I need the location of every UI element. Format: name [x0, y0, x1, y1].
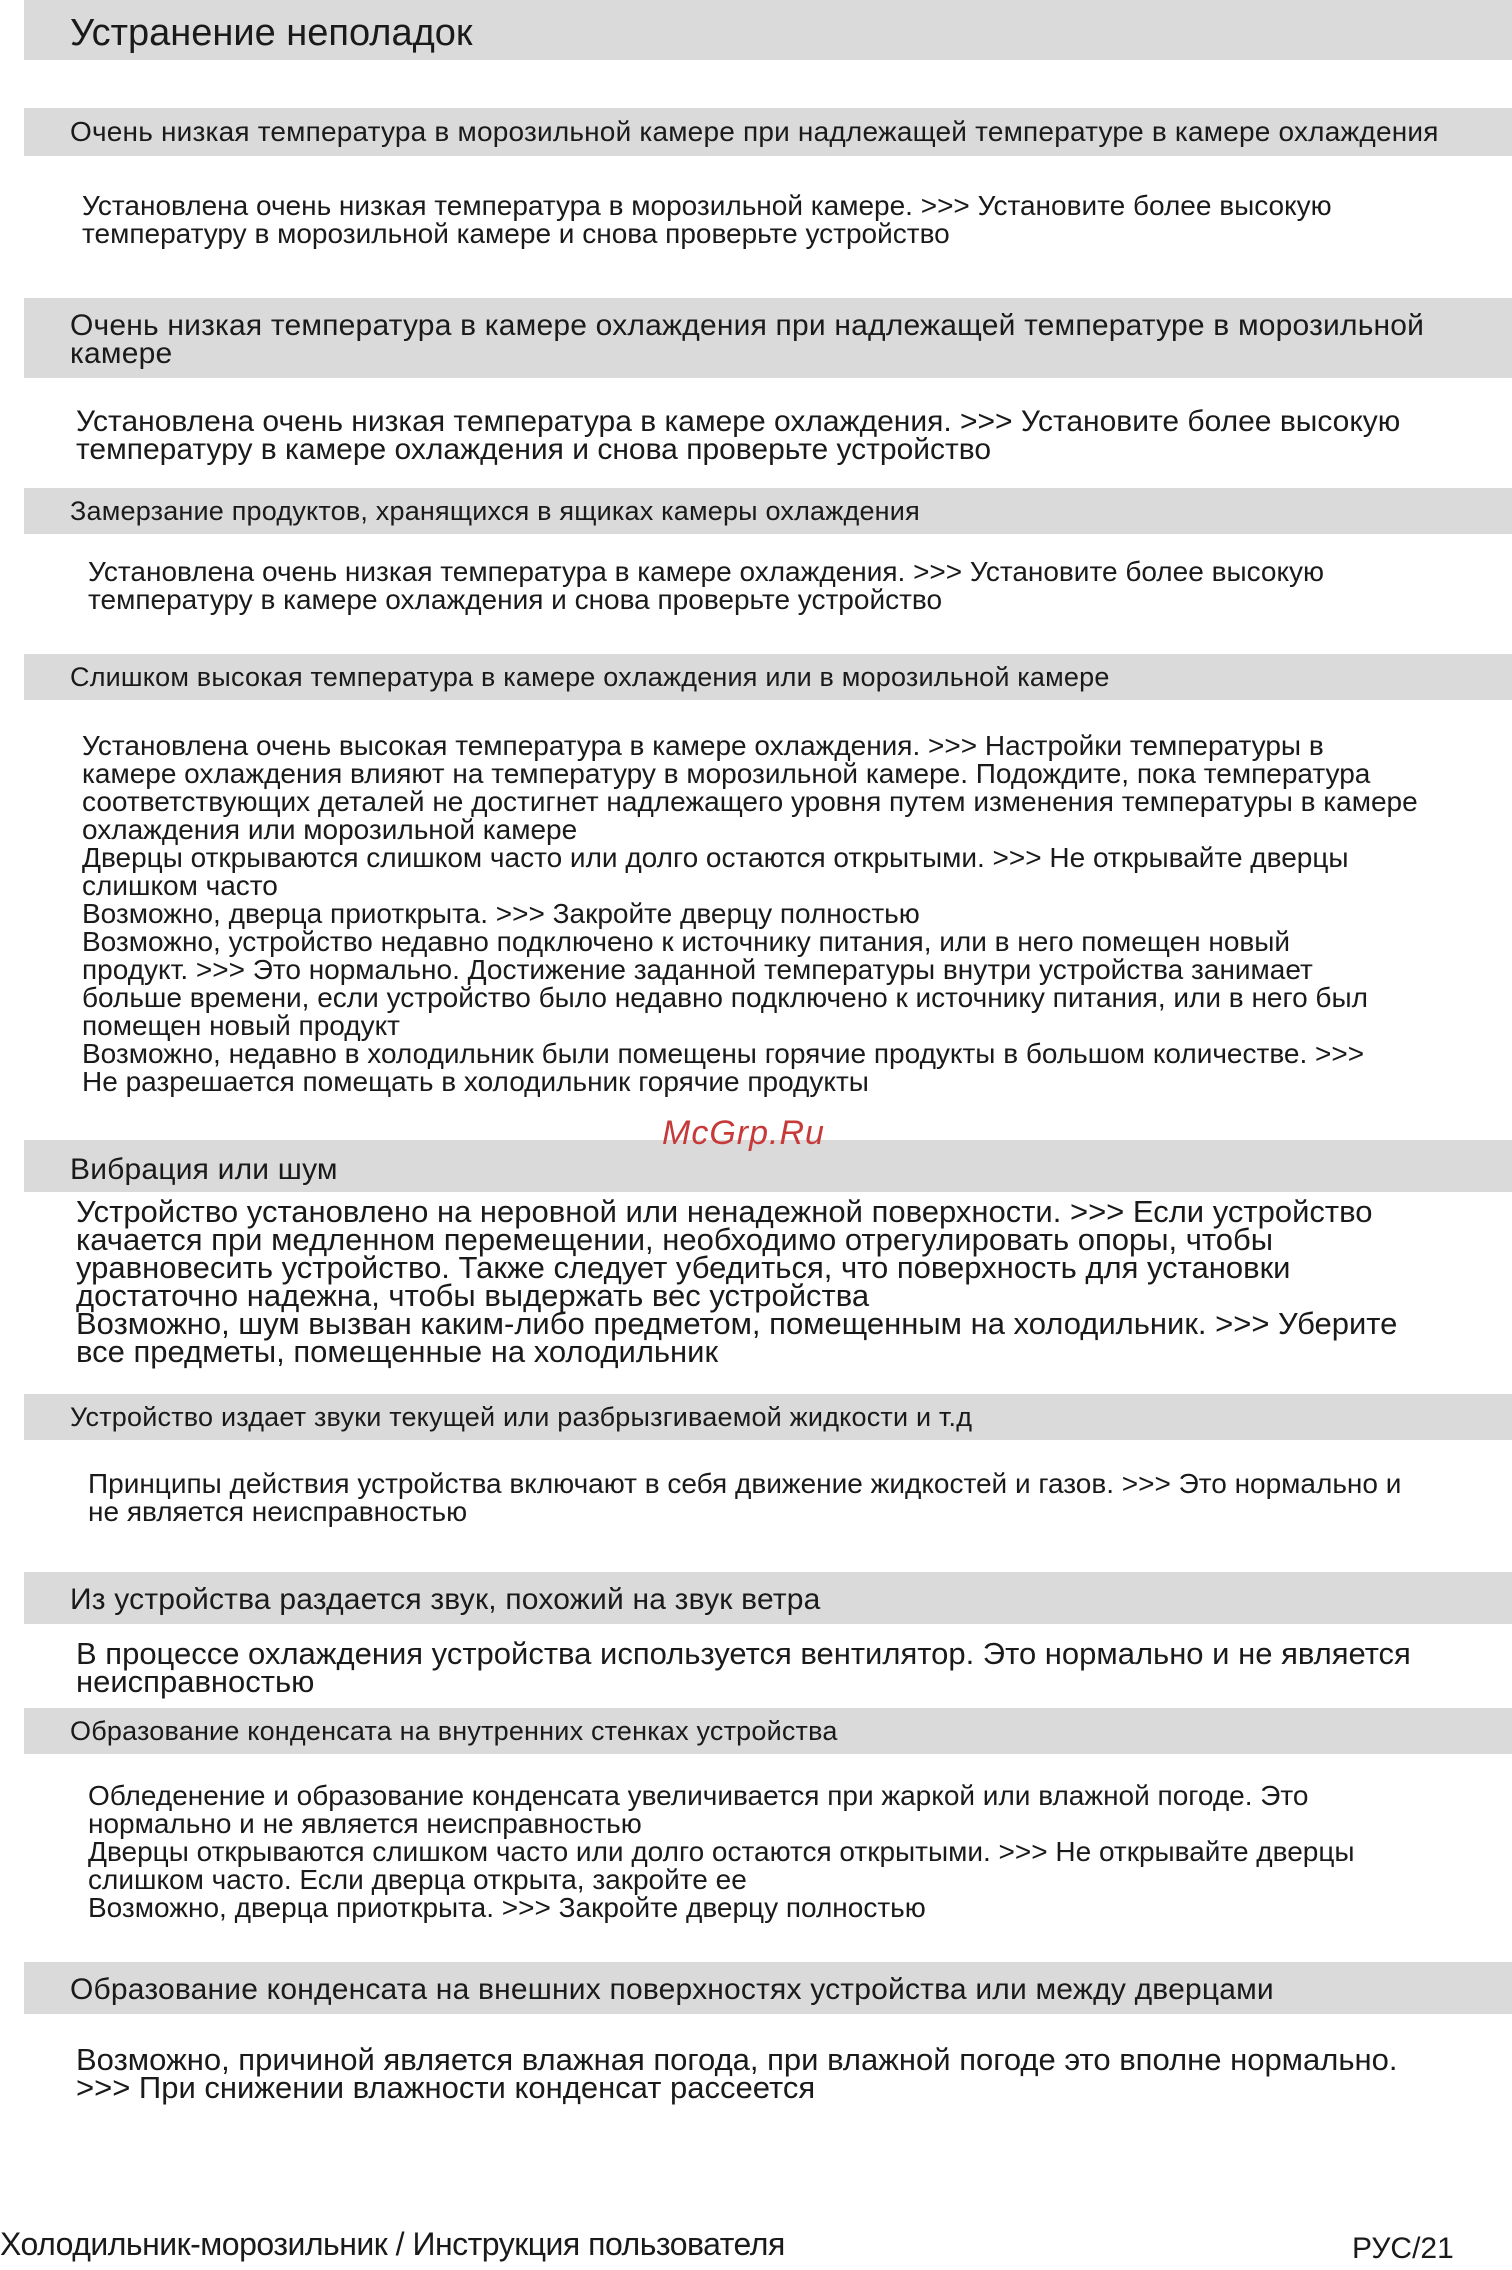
- body-line: Установлена очень низкая температура в морозильной камере. >>> Установите более высокую: [82, 190, 1332, 221]
- body-line: уравновесить устройство. Также следует убедиться, что поверхность для установки: [76, 1250, 1291, 1285]
- body-line: достаточно надежна, чтобы выдержать вес устройства: [76, 1278, 870, 1313]
- body-line: Устройство установлено на неровной или ненадежной поверхности. >>> Если устройство: [76, 1194, 1373, 1229]
- body-line: Не разрешается помещать в холодильник горячие продукты: [82, 1066, 869, 1097]
- section-body: [76, 2042, 1398, 2105]
- section-heading: Слишком высокая температура в камере охлаждения или в морозильной камере: [70, 662, 1110, 692]
- body-line: все предметы, помещенные на холодильник: [76, 1334, 719, 1369]
- heading-line: камере: [70, 337, 173, 370]
- section-heading: [70, 309, 1425, 370]
- section-body: [76, 1194, 1398, 1369]
- section-heading: Образование конденсата на внешних поверхностях устройства или между дверцами: [70, 1973, 1274, 2006]
- body-line: нормально и не является неисправностью: [88, 1808, 642, 1839]
- body-line: не является неисправностью: [88, 1496, 468, 1527]
- body-line: Дверцы открываются слишком часто или долго остаются открытыми. >>> Не открывайте дверцы: [88, 1836, 1355, 1867]
- section-body: [88, 1782, 1355, 1922]
- body-line: больше времени, если устройство было недавно подключено к источнику питания, или в него был: [82, 982, 1368, 1013]
- body-line: Установлена очень низкая температура в камере охлаждения. >>> Установите более высокую: [76, 405, 1401, 438]
- section-heading: Образование конденсата на внутренних стенках устройства: [70, 1716, 838, 1746]
- body-line: Возможно, недавно в холодильник были помещены горячие продукты в большом количестве. >>>: [82, 1038, 1365, 1069]
- body-line: Принципы действия устройства включают в себя движение жидкостей и газов. >>> Это нормально и: [88, 1468, 1402, 1499]
- body-line: >>> При снижении влажности конденсат рассеется: [76, 2070, 816, 2105]
- body-line: температуру в камере охлаждения и снова проверьте устройство: [76, 433, 992, 466]
- body-line: Установлена очень высокая температура в камере охлаждения. >>> Настройки температуры в: [82, 730, 1324, 761]
- body-line: камере охлаждения влияют на температуру в морозильной камере. Подождите, пока температура: [82, 758, 1371, 789]
- section-heading: Очень низкая температура в морозильной камере при надлежащей температуре в камере охлаждения: [70, 116, 1439, 147]
- body-line: слишком часто: [82, 870, 278, 901]
- heading-line: Очень низкая температура в камере охлаждения при надлежащей температуре в морозильной: [70, 309, 1425, 342]
- section-heading: Из устройства раздается звук, похожий на звук ветра: [70, 1583, 821, 1616]
- section-heading: Устройство издает звуки текущей или разбрызгиваемой жидкости и т.д: [70, 1402, 973, 1432]
- body-line: помещен новый продукт: [82, 1010, 400, 1041]
- section-body: [76, 405, 1401, 466]
- body-line: качается при медленном перемещении, необходимо отрегулировать опоры, чтобы: [76, 1222, 1274, 1257]
- body-line: охлаждения или морозильной камере: [82, 814, 578, 845]
- body-line: температуру в морозильной камере и снова проверьте устройство: [82, 218, 950, 249]
- body-line: Возможно, причиной является влажная погода, при влажной погоде это вполне нормально.: [76, 2042, 1398, 2077]
- section-heading: Вибрация или шум: [70, 1153, 338, 1186]
- body-line: неисправностью: [76, 1664, 315, 1699]
- footer-page-number: РУС/21: [1352, 2232, 1454, 2265]
- body-line: слишком часто. Если дверца открыта, закройте ее: [88, 1864, 747, 1895]
- body-line: температуру в камере охлаждения и снова проверьте устройство: [88, 584, 943, 615]
- section-body: [88, 1470, 1401, 1526]
- section-body: [82, 192, 1332, 248]
- body-line: Возможно, дверца приоткрыта. >>> Закройте дверцу полностью: [82, 898, 920, 929]
- body-line: Установлена очень низкая температура в камере охлаждения. >>> Установите более высокую: [88, 556, 1325, 587]
- body-line: продукт. >>> Это нормально. Достижение заданной температуры внутри устройства занимает: [82, 954, 1313, 985]
- page-title: Устранение неполадок: [70, 12, 473, 54]
- section-body: [88, 558, 1324, 614]
- body-line: Возможно, дверца приоткрыта. >>> Закройте дверцу полностью: [88, 1892, 926, 1923]
- watermark: McGrp.Ru: [662, 1114, 825, 1152]
- body-line: В процессе охлаждения устройства используется вентилятор. Это нормально и не является: [76, 1636, 1411, 1671]
- body-line: Возможно, устройство недавно подключено к источнику питания, или в него помещен новый: [82, 926, 1291, 957]
- section-body: [76, 1636, 1411, 1699]
- section-heading: Замерзание продуктов, хранящихся в ящиках камеры охлаждения: [70, 496, 920, 526]
- body-line: Дверцы открываются слишком часто или долго остаются открытыми. >>> Не открывайте дверцы: [82, 842, 1349, 873]
- body-line: соответствующих деталей не достигнет надлежащего уровня путем изменения температуры в камере: [82, 786, 1418, 817]
- section-body: [82, 732, 1418, 1096]
- body-line: Обледенение и образование конденсата увеличивается при жаркой или влажной погоде. Это: [88, 1780, 1309, 1811]
- body-line: Возможно, шум вызван каким-либо предметом, помещенным на холодильник. >>> Уберите: [76, 1306, 1398, 1341]
- footer-document-title: Холодильник-морозильник / Инструкция пользователя: [0, 2226, 785, 2262]
